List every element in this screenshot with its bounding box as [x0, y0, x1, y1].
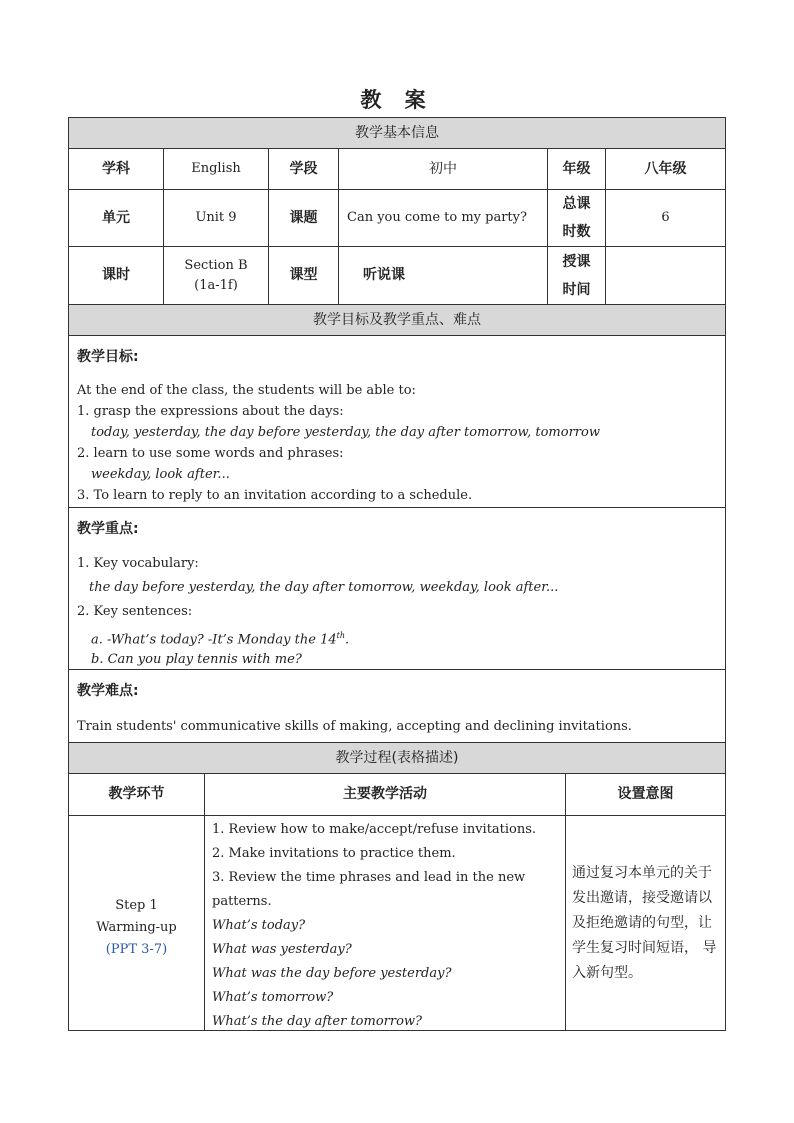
step1-intent: 通过复习本单元的关于发出邀请，接受邀请以及拒绝邀请的句型，让学生复习时间短语， 导入新句型。 — [572, 865, 717, 981]
subject-value: English — [164, 149, 269, 189]
question-line: What’s the day after tomorrow? — [212, 1014, 422, 1029]
keys-line: b. Can you play tennis with me? — [91, 652, 302, 667]
question-line: What’s today? — [212, 918, 306, 933]
difficulties-line: Train students' communicative skills of making, accepting and declining invitations. — [77, 719, 632, 734]
activity-line: 3. Review the time phrases and lead in the new — [212, 870, 526, 885]
goals-line: 1. grasp the expressions about the days: — [77, 404, 344, 419]
difficulties-heading: 教学难点: — [77, 683, 139, 699]
subject-label: 学科 — [69, 149, 164, 189]
process-column-headers — [69, 774, 725, 816]
teaching-difficulties — [69, 670, 725, 743]
type-value: 听说课 — [339, 247, 548, 304]
teaching-key-points — [69, 508, 725, 670]
question-line: What was yesterday? — [212, 942, 352, 957]
keys-heading: 教学重点: — [77, 521, 139, 537]
activity-line: patterns. — [212, 894, 272, 909]
type-label: 课型 — [269, 247, 339, 304]
goals-line: today, yesterday, the day before yesterday, the day after tomorrow, tomorrow — [91, 425, 600, 440]
page-title: 教 案 — [360, 88, 434, 112]
lesson-plan-table — [68, 117, 726, 1031]
level-value: 初中 — [339, 149, 548, 189]
step1-activities — [205, 816, 566, 1030]
question-line: What was the day before yesterday? — [212, 966, 452, 981]
goals-heading: 教学目标: — [77, 349, 139, 365]
objectives-header: 教学目标及教学重点、难点 — [69, 305, 725, 336]
step1-name: Warming-up — [96, 920, 177, 935]
total-hours-label: 总课 时数 — [548, 190, 606, 246]
goals-line: 2. learn to use some words and phrases: — [77, 446, 344, 461]
goals-line: At the end of the class, the students will be able to: — [77, 383, 416, 398]
process-row-step1 — [69, 816, 725, 1030]
step1-number: Step 1 — [115, 898, 158, 913]
level-label: 学段 — [269, 149, 339, 189]
basic-row-period — [69, 247, 725, 305]
keys-line: a. -What’s today? -It’s Monday the 14th. — [91, 631, 350, 648]
grade-label: 年级 — [548, 149, 606, 189]
basic-row-subject — [69, 149, 725, 190]
teaching-goals — [69, 336, 725, 508]
col-step: 教学环节 — [69, 774, 205, 815]
unit-label: 单元 — [69, 190, 164, 246]
activity-line: 2. Make invitations to practice them. — [212, 846, 456, 861]
activity-line: 1. Review how to make/accept/refuse invitations. — [212, 822, 537, 837]
process-header: 教学过程(表格描述) — [69, 743, 725, 774]
teach-time-value — [606, 247, 725, 304]
basic-row-unit — [69, 190, 725, 247]
topic-label: 课题 — [269, 190, 339, 246]
period-value: Section B (1a-1f) — [164, 247, 269, 304]
col-activity: 主要教学活动 — [205, 774, 566, 815]
grade-value: 八年级 — [644, 160, 687, 177]
question-line: What’s tomorrow? — [212, 990, 334, 1005]
keys-line: 1. Key vocabulary: — [77, 556, 199, 571]
step1-cell — [69, 816, 205, 1030]
topic-value: Can you come to my party? — [339, 190, 548, 246]
keys-line: the day before yesterday, the day after tomorrow, weekday, look after... — [89, 580, 559, 595]
goals-line: 3. To learn to reply to an invitation according to a schedule. — [77, 488, 473, 503]
teach-time-label: 授课 时间 — [548, 247, 606, 304]
keys-line: 2. Key sentences: — [77, 604, 193, 619]
period-label: 课时 — [69, 247, 164, 304]
total-hours-value: 6 — [661, 210, 670, 226]
unit-value: Unit 9 — [164, 190, 269, 246]
basic-info-header: 教学基本信息 — [69, 118, 725, 149]
col-intent: 设置意图 — [617, 786, 674, 802]
step1-ppt: (PPT 3-7) — [105, 942, 168, 957]
goals-line: weekday, look after... — [91, 467, 230, 482]
